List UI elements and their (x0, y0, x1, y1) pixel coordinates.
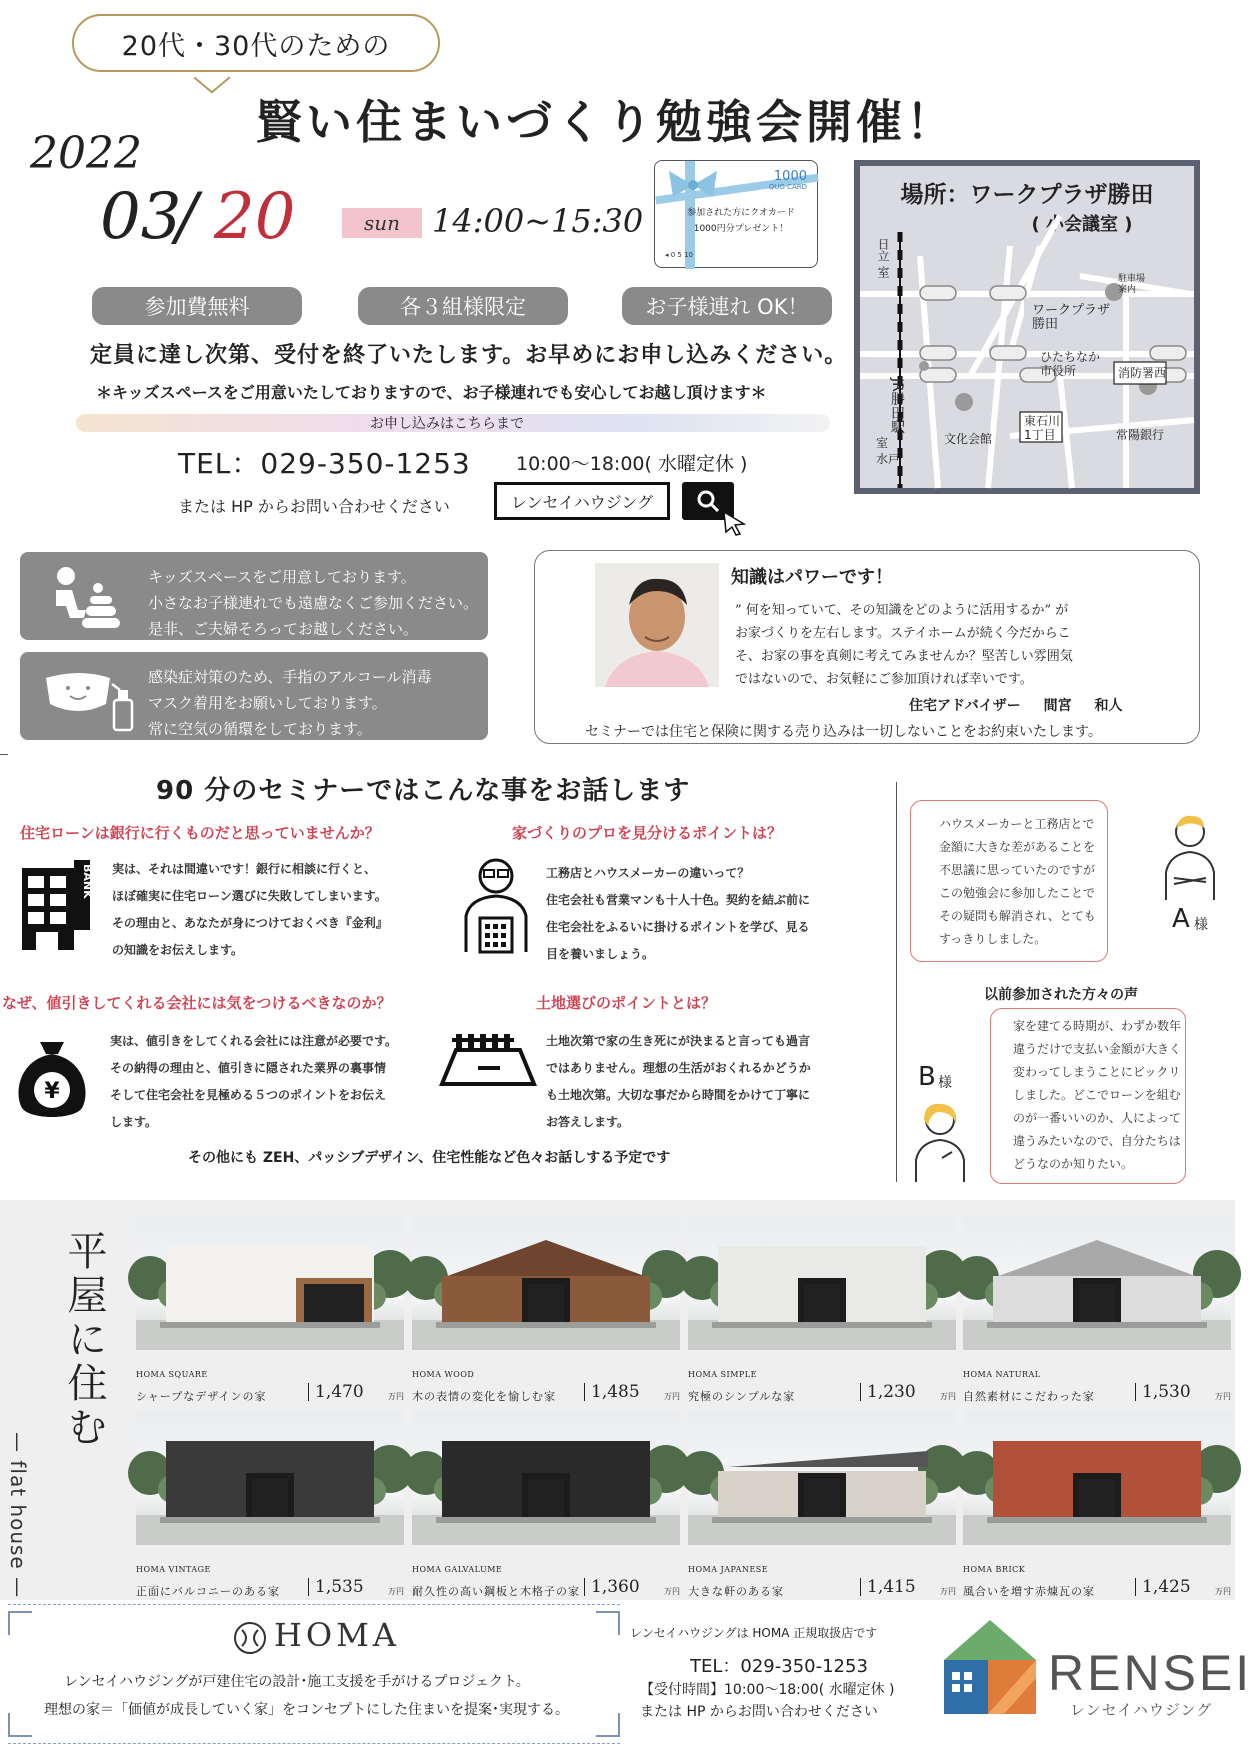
dealer-note: レンセイハウジングは HOMA 正規取扱店です (630, 1626, 878, 1640)
house-photo (688, 1411, 956, 1545)
land-plot-icon (438, 1032, 538, 1088)
topic-pro-text (546, 860, 810, 968)
map-label-cityhall: ひたちなか市役所 (1040, 350, 1101, 378)
limit-badge: 各３組様限定 (358, 287, 568, 325)
voice-line: すっきりしました。 (939, 932, 1047, 946)
topic-line: その理由と、あなたが身につけておくべき『金利』 (112, 916, 388, 930)
section-divider (896, 782, 897, 1182)
topic-line: 住宅会社をふるいに掛けるポイントを学び、見る (546, 920, 810, 934)
advisor-line: お家づくりを左右します。ステイホームが続く今だからこ (735, 626, 1071, 641)
voice-line: ハウスメーカーと工務店とで (939, 817, 1095, 831)
topic-line: ほぼ確実に住宅ローン選びに失敗してしまいます。 (112, 889, 387, 903)
house-name: HOMA JAPANESE (688, 1565, 769, 1574)
topic-land-title: 土地選びのポイントとは？ (536, 994, 717, 1012)
quo-card-image (654, 160, 818, 268)
man-avatar (1162, 812, 1218, 902)
voice-b-bubble (990, 1008, 1186, 1184)
house-illustration (688, 1411, 956, 1545)
map-label-bunka: 文化会館 (944, 432, 993, 446)
footer-phone[interactable]: TEL：029-350-1253 (690, 1656, 868, 1677)
business-hours: 10:00～18:00( 水曜定休 ) (516, 453, 748, 475)
topic-land-text (546, 1028, 811, 1136)
house-photo (963, 1411, 1231, 1545)
house-illustration (688, 1216, 956, 1350)
house-name: HOMA VINTAGE (136, 1565, 211, 1574)
voice-line: 家を建てる時期が、わずか数年 (1013, 1019, 1182, 1033)
kids-play-icon (50, 562, 126, 632)
house-price: 1,415 (860, 1578, 916, 1596)
voice-b-honorific: 様 (938, 1075, 952, 1091)
price-unit: 万円 (940, 1392, 956, 1401)
topic-line: お答えします。 (546, 1115, 630, 1129)
house-name: HOMA NATURAL (963, 1370, 1041, 1379)
info-line: キッズスペースをご用意しております。 (148, 568, 416, 586)
topic-line: 実は、それは間違いです！銀行に相談に行くと、 (112, 862, 377, 876)
house-price: 1,530 (1135, 1383, 1191, 1401)
topic-line: の知識をお伝えします。 (112, 943, 244, 957)
topic-line: 工務店とハウスメーカーの違いって？ (546, 866, 750, 880)
price-unit: 万円 (664, 1392, 680, 1401)
map-label-parking: 駐車場案内 (1118, 274, 1146, 295)
map-label-muro: 室 (876, 266, 890, 278)
mask-sanitizer-icon (40, 660, 140, 736)
price-unit: 万円 (388, 1392, 404, 1401)
house-description: 木の表情の変化を愉しむ家 (412, 1390, 556, 1403)
advisor-signature: 住宅アドバイザー 間宮 和人 (909, 698, 1123, 714)
homa-emblem-icon (232, 1620, 268, 1656)
bank-building-icon (18, 860, 92, 952)
house-illustration (136, 1216, 404, 1350)
section-mark (0, 754, 8, 755)
advisor-message (735, 599, 1175, 691)
voice-line: しました。どこでローンを組む (1013, 1088, 1181, 1102)
frame-corner (596, 1713, 620, 1737)
seminar-heading: 90 分のセミナーではこんな事をお話します (156, 776, 691, 806)
house-name: HOMA WOOD (412, 1370, 475, 1379)
map-label-workplaza: ワークプラザ勝田 (1032, 303, 1111, 332)
event-day: 20 (214, 180, 296, 254)
kids-ok-badge: お子様連れ OK！ (622, 287, 832, 325)
frame-corner (596, 1611, 620, 1635)
event-year: 2022 (30, 128, 142, 179)
map-label-mito: 水戸 (876, 452, 901, 466)
house-price: 1,470 (308, 1383, 364, 1401)
kids-space-box (20, 552, 488, 640)
infection-control-text (148, 664, 432, 742)
location-map (854, 160, 1200, 494)
house-description: 耐久性の高い鋼板と木格子の家 (412, 1585, 580, 1598)
advisor-line: ではないので、お気軽にご参加頂ければ幸いです。 (735, 672, 1033, 687)
topic-line: ではありません。理想の生活がおくれるかどうか (546, 1061, 811, 1075)
kids-space-note: ＊キッズスペースをご用意いたしておりますので、お子様連れでも安心してお越し頂けます＊ (96, 383, 767, 402)
house-illustration (136, 1411, 404, 1545)
map-label-muro: 室 (876, 436, 889, 450)
price-unit: 万円 (1215, 1587, 1231, 1596)
house-price: 1,230 (860, 1383, 916, 1401)
house-photo (412, 1411, 680, 1545)
house-photo (963, 1216, 1231, 1350)
quo-text (671, 205, 811, 237)
info-line: 常に空気の循環をしております。 (148, 720, 372, 738)
map-label-jr-station: JR勝田駅 (889, 378, 905, 434)
voice-a-bubble (910, 800, 1108, 962)
house-description: 風合いを増す赤煉瓦の家 (963, 1585, 1095, 1598)
voice-line: 金額に大きな差があることを (939, 840, 1096, 854)
topic-line: も土地次第。大切な事だから時間をかけて丁寧に (546, 1088, 811, 1102)
voice-line: のが一番いいのか、人によって (1013, 1111, 1182, 1125)
footer-hours: 【受付時間】10:00～18:00( 水曜定休 ) (640, 1682, 895, 1698)
house-name: HOMA GALVALUME (412, 1565, 503, 1574)
house-description: 大きな軒のある家 (688, 1585, 784, 1598)
house-name: HOMA BRICK (963, 1565, 1026, 1574)
homa-concept: 理想の家＝「価値が成長していく家」をコンセプトにした住まいを提案･実現する。 (44, 1702, 569, 1718)
info-line: 感染症対策のため、手指のアルコール消毒 (148, 668, 432, 686)
house-description: 正面にバルコニーのある家 (136, 1585, 280, 1598)
house-name: HOMA SIMPLE (688, 1370, 757, 1379)
topic-line: 実は、値引きをしてくれる会社には注意が必要です。 (110, 1034, 398, 1048)
event-month: 03 (100, 180, 182, 254)
map-label-fire-station: 消防署西 (1118, 366, 1167, 380)
voice-line: その疑問も解消され、とても (939, 909, 1096, 923)
phone-number[interactable]: TEL：029-350-1253 (178, 447, 471, 480)
house-price: 1,360 (584, 1578, 640, 1596)
topic-line: その納得の理由と、値引きに隠された業界の裏事情 (110, 1061, 387, 1075)
price-unit: 万円 (940, 1587, 956, 1596)
price-unit: 万円 (388, 1587, 404, 1596)
house-description: 自然素材にこだわった家 (963, 1390, 1095, 1403)
woman-avatar (908, 1098, 972, 1184)
voice-b-name: B (918, 1062, 936, 1092)
topic-line: します。 (110, 1115, 158, 1129)
infection-control-box (20, 652, 488, 740)
quo-text-line: 参加された方にクオカード (687, 208, 795, 218)
house-description: シャープなデザインの家 (136, 1390, 267, 1403)
voice-line: この勉強会に参加したことで (939, 886, 1096, 900)
target-bubble: 20代・30代のための (72, 14, 440, 72)
event-weekday: sun (342, 208, 422, 238)
map-title: 場所：ワークプラザ勝田 (900, 182, 1154, 208)
advisor-portrait (595, 563, 719, 687)
topic-line: 住宅会社も営業マンも十人十色。契約を結ぶ前に (546, 893, 811, 907)
no-sales-note: セミナーでは住宅と保険に関する売り込みは一切しないことをお約束いたします。 (585, 724, 1102, 740)
headline: 賢い住まいづくり勉強会開催！ (256, 95, 956, 149)
house-illustration (963, 1411, 1231, 1545)
map-label-bank: 常陽銀行 (1116, 428, 1165, 442)
bank-label: BANK (81, 864, 94, 899)
search-icon (695, 488, 721, 514)
voice-line: 変わってしまうことにビックリ (1013, 1065, 1181, 1079)
free-badge: 参加費無料 (92, 287, 302, 325)
advisor-box (534, 550, 1200, 744)
house-description: 究極のシンプルな家 (688, 1390, 796, 1403)
yen-label: ¥ (44, 1079, 60, 1104)
price-unit: 万円 (664, 1587, 680, 1596)
map-subtitle: ( 小会議室 ) (1031, 214, 1133, 235)
topic-loan-text (112, 856, 388, 964)
house-photo (136, 1216, 404, 1350)
map-label-hitachi: 日立 (876, 238, 890, 262)
advisor-line: ” 何を知っていて、その知識をどのように活用するか” が (735, 603, 1069, 618)
topic-discount-text (110, 1028, 397, 1136)
voice-line: どうなのか知りたい。 (1013, 1157, 1134, 1171)
ribbon-bow-icon (663, 167, 723, 203)
voice-a-honorific: 様 (1194, 917, 1208, 933)
homa-description: レンセイハウジングが戸建住宅の設計･施工支援を手がけるプロジェクト。 (64, 1674, 530, 1690)
topic-loan-title: 住宅ローンは銀行に行くものだと思っていませんか？ (20, 824, 380, 842)
info-line: 是非、ご夫婦そろってお越しください。 (148, 620, 419, 638)
apply-label: お申し込みはこちらまで (370, 416, 524, 432)
house-photo (136, 1411, 404, 1545)
capacity-notice: 定員に達し次第、受付を終了いたします。お早めにお申し込みください。 (90, 342, 848, 368)
topic-line: 土地次第で家の生き死にが決まると言っても過言 (546, 1034, 811, 1048)
advisor-title: 知識はパワーです！ (731, 567, 893, 588)
house-photo (688, 1216, 956, 1350)
topic-line: 目を養いましょう。 (546, 947, 655, 961)
kids-space-text (148, 564, 478, 642)
house-photo (412, 1216, 680, 1350)
rensei-logo: RENSEI (1048, 1645, 1252, 1701)
house-illustration (412, 1411, 680, 1545)
cursor-icon (722, 510, 748, 536)
money-bag-icon (12, 1036, 92, 1122)
event-time: 14:00~15:30 (432, 202, 644, 240)
rensei-logo-sub: レンセイハウジング (1070, 1701, 1213, 1719)
flat-house-title: 平屋に住む (61, 1230, 107, 1450)
search-input[interactable]: レンセイハウジング (494, 482, 670, 520)
quo-value: 1000 (773, 169, 807, 184)
rensei-logo-icon (938, 1614, 1042, 1718)
date-slash: / (176, 180, 198, 254)
topic-discount-title: なぜ、値引きしてくれる会社には気をつけるべきなのか？ (2, 994, 392, 1012)
quo-text-line: 1000円分プレゼント！ (693, 224, 789, 234)
house-price: 1,485 (584, 1383, 640, 1401)
house-price: 1,535 (308, 1578, 364, 1596)
info-line: 小さなお子様連れでも遠慮なくご参加ください。 (148, 594, 479, 612)
house-name: HOMA SQUARE (136, 1370, 208, 1379)
other-topics-note: その他にも ZEH、パッシブデザイン、住宅性能など色々お話しする予定です (188, 1150, 671, 1166)
price-unit: 万円 (1215, 1392, 1231, 1401)
voices-title: 以前参加された方々の声 (984, 987, 1138, 1003)
info-line: マスク着用をお願いしております。 (148, 694, 387, 712)
footer-hp-note: または HP からお問い合わせください (640, 1704, 878, 1720)
voice-a-name: A (1172, 904, 1190, 934)
businessman-icon (462, 856, 530, 956)
map-label-higashi: 東石川1丁目 (1024, 414, 1061, 442)
quo-name: QUO CARD (768, 183, 807, 191)
house-illustration (412, 1216, 680, 1350)
house-illustration (963, 1216, 1231, 1350)
advisor-photo (595, 563, 719, 687)
voice-line: 不思議に思っていたのですが (939, 863, 1096, 877)
frame-corner (8, 1713, 32, 1737)
frame-corner (8, 1611, 32, 1635)
voice-line: 違うだけで支払い金額が大きく (1013, 1042, 1182, 1056)
flat-house-subtitle: — flat house — (6, 1432, 30, 1599)
hp-contact-note: または HP からお問い合わせください (178, 497, 450, 516)
topic-line: そして住宅会社を見極める５つのポイントをお伝え (110, 1088, 387, 1102)
advisor-line: そ、お家の事を真剣に考えてみませんか？堅苦しい雰囲気 (735, 649, 1073, 664)
homa-logo: HOMA (274, 1616, 401, 1654)
quo-foot: ◂ 0 5 10 (665, 251, 694, 259)
house-price: 1,425 (1135, 1578, 1191, 1596)
voice-line: 違うみたいなので、自分たちは (1013, 1134, 1181, 1148)
topic-pro-title: 家づくりのプロを見分けるポイントは？ (512, 824, 783, 842)
